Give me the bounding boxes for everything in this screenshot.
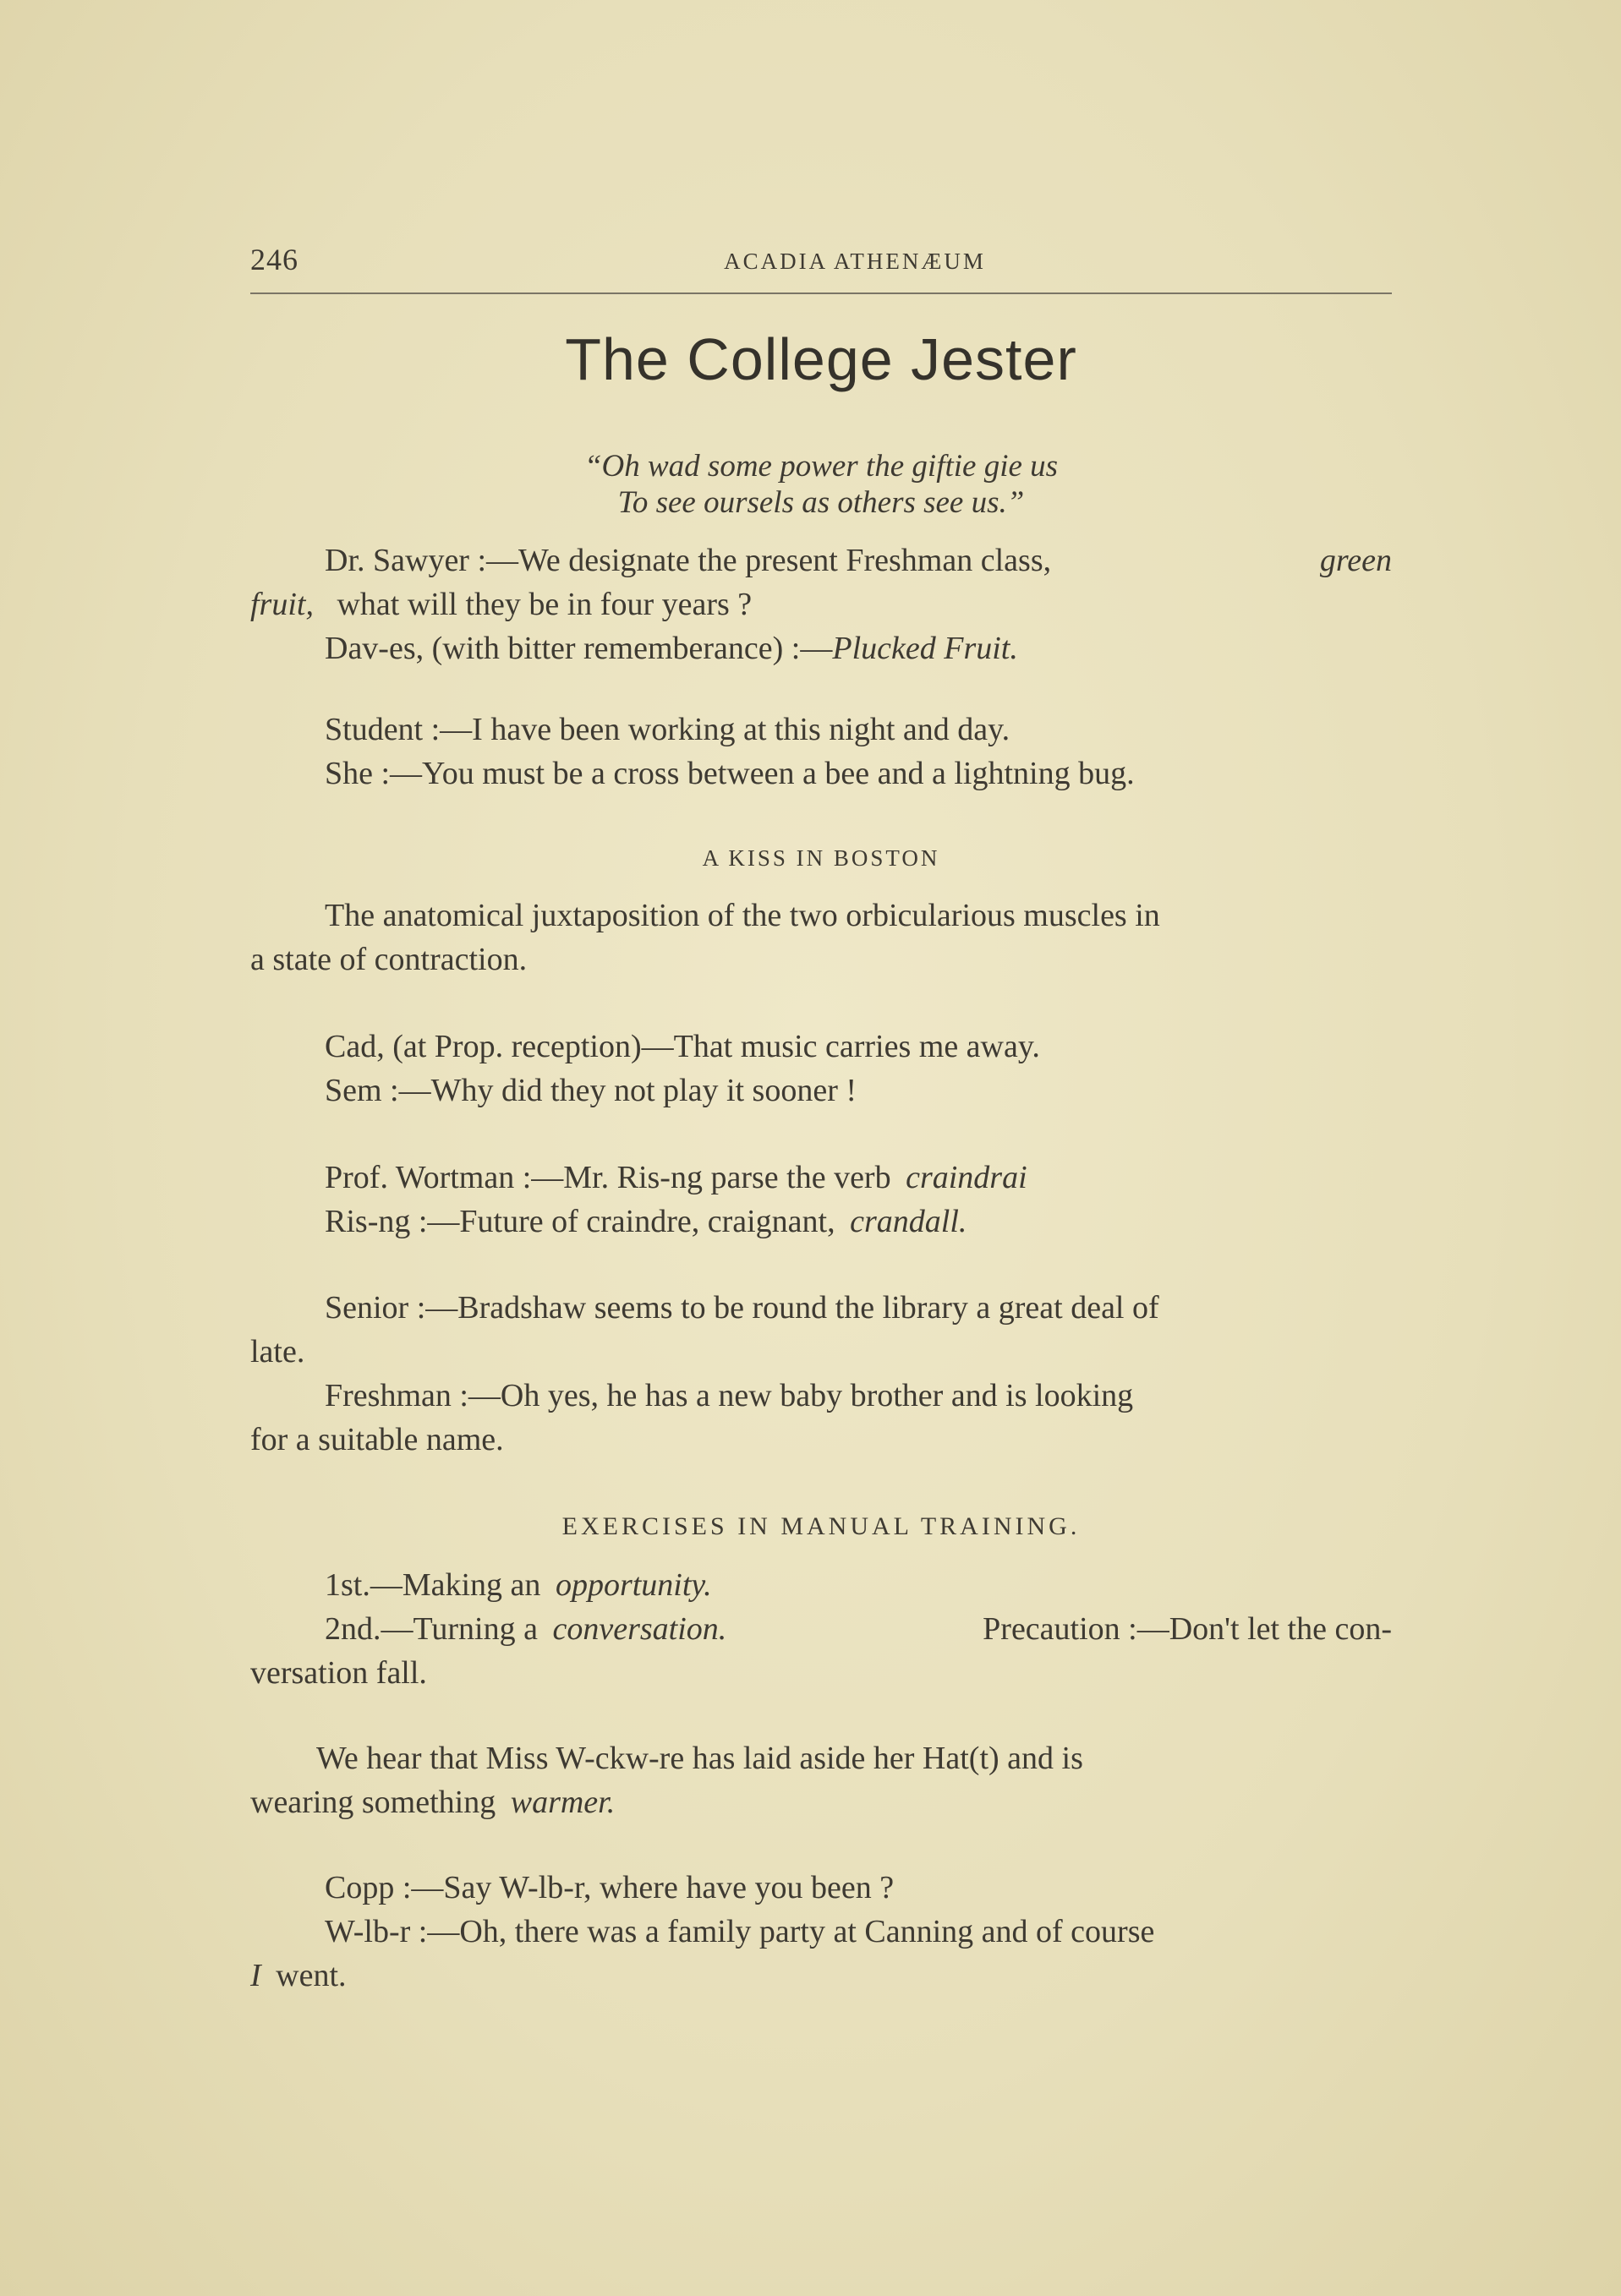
section-heading-manual-training: EXERCISES IN MANUAL TRAINING.: [561, 1512, 1081, 1540]
text-span: Dr. Sawyer :—We designate the present Freshman class,: [325, 543, 1052, 578]
text-span: Prof. Wortman :—Mr. Ris-ng parse the verb: [325, 1160, 891, 1195]
text-span-italic: Plucked Fruit.: [832, 631, 1018, 666]
text-span: what will they be in four years ?: [337, 587, 753, 622]
joke-copp-line-2: W-lb-r :—Oh, there was a family party at Canning and of course: [325, 1914, 1155, 1949]
running-head: ACADIA ATHENÆUM: [724, 249, 986, 274]
joke-cad-line-2: Sem :—Why did they not play it sooner !: [325, 1073, 857, 1108]
section-heading-kiss: A KISS IN BOSTON: [702, 845, 940, 871]
joke-wickwire-line-2: [250, 1783, 615, 1822]
joke-senior-line-4: for a suitable name.: [250, 1422, 504, 1457]
header-rule: [250, 292, 1392, 294]
joke-senior-line-1: Senior :—Bradshaw seems to be round the library a great deal of: [325, 1290, 1159, 1326]
joke-wortman-line-1: [325, 1158, 1027, 1197]
joke-copp-line-3: [250, 1956, 347, 1995]
joke-kiss-line-2: a state of contraction.: [250, 942, 528, 977]
joke-sawyer-line-1: [325, 541, 1392, 580]
joke-sawyer-line-2: [250, 585, 752, 624]
text-span-italic: green: [1319, 543, 1392, 578]
joke-senior-line-3: Freshman :—Oh yes, he has a new baby brother and is looking: [325, 1378, 1134, 1413]
joke-cad-line-1: Cad, (at Prop. reception)—That music carries me away.: [325, 1029, 1040, 1064]
text-span-italic: warmer.: [510, 1785, 616, 1820]
text-span: 2nd.—Turning a: [325, 1611, 538, 1647]
motto-line-1: “Oh wad some power the giftie gie us: [583, 449, 1059, 484]
joke-kiss-line-1: The anatomical juxtaposition of the two orbicularious muscles in: [325, 898, 1160, 933]
text-span: Dav-es, (with bitter rememberance) :—: [325, 631, 833, 666]
text-span: [325, 1610, 726, 1648]
page-title: The College Jester: [565, 326, 1077, 392]
page-number: 246: [250, 243, 298, 276]
joke-wortman-line-2: [325, 1202, 967, 1241]
text-span: Ris-ng :—Future of craindre, craignant,: [325, 1204, 835, 1239]
joke-sawyer-line-3: [325, 629, 1018, 668]
page-header: [250, 238, 1392, 282]
joke-manual-line-1: [325, 1566, 712, 1604]
joke-manual-line-3: versation fall.: [250, 1655, 427, 1691]
joke-wickwire-line-1: We hear that Miss W-ckw-re has laid aside her Hat(t) and is: [316, 1741, 1083, 1776]
joke-student-line-1: Student :—I have been working at this night and day.: [325, 712, 1010, 747]
joke-senior-line-2: late.: [250, 1334, 305, 1369]
text-span-italic: fruit,: [250, 587, 314, 622]
text-span: wearing something: [250, 1785, 496, 1820]
text-span: Precaution :—Don't let the con-: [983, 1611, 1392, 1647]
text-span-italic: craindrai: [906, 1160, 1027, 1195]
joke-student-line-2: She :—You must be a cross between a bee and a lightning bug.: [325, 756, 1135, 791]
text-span: went.: [276, 1958, 347, 1993]
motto-line-2: To see oursels as others see us.”: [617, 485, 1025, 520]
joke-copp-line-1: Copp :—Say W-lb-r, where have you been ?: [325, 1870, 895, 1905]
text-span-italic: conversation.: [552, 1611, 727, 1647]
text-span: 1st.—Making an: [325, 1567, 541, 1603]
text-span-italic: I: [250, 1958, 261, 1993]
joke-manual-line-2: [325, 1610, 1392, 1648]
text-span-italic: opportunity.: [555, 1567, 712, 1603]
text-span-italic: crandall.: [850, 1204, 967, 1239]
